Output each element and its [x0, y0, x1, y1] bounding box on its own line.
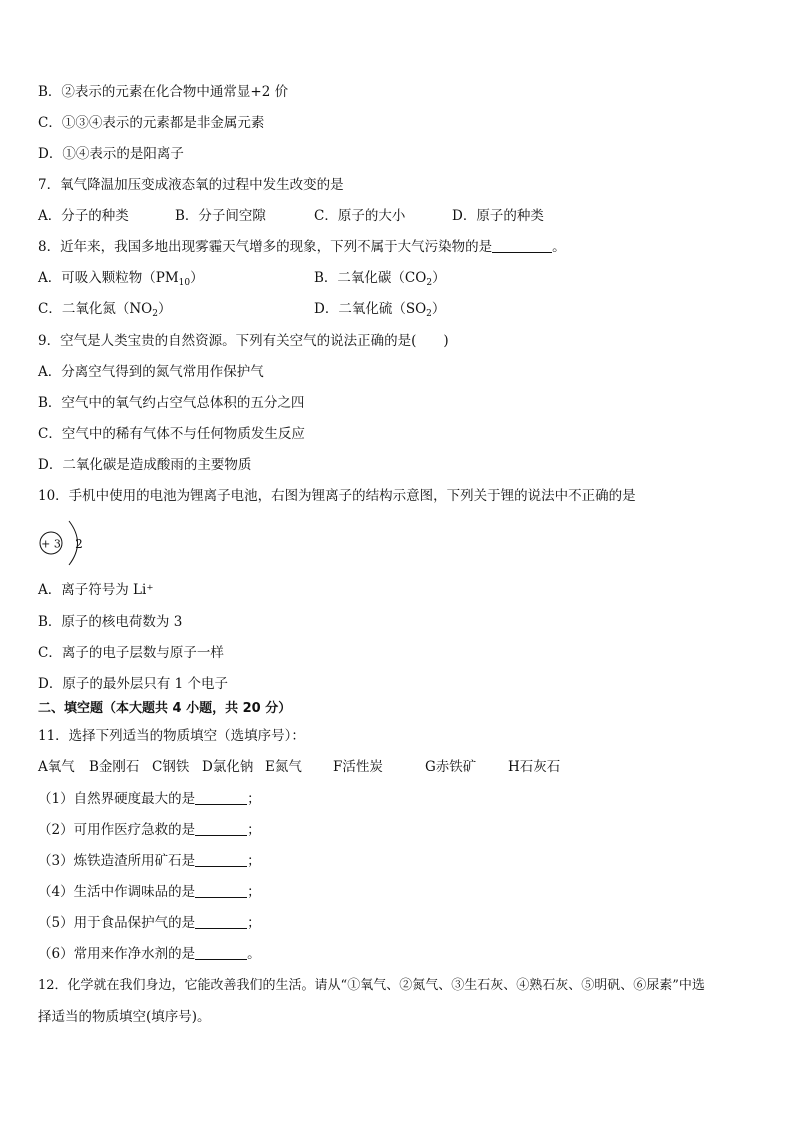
q11-item-1-blank[interactable] — [195, 791, 247, 805]
q12-stem-line1: 12．化学就在我们身边，它能改善我们的生活。请从“①氧气、②氮气、③生石灰、④熟石灰、⑤明矾、⑥尿素”中选 — [38, 978, 705, 993]
q8-answer-blank[interactable] — [492, 239, 552, 253]
q11-item-1: （1）自然界硬度最大的是 ； — [38, 791, 261, 807]
q11-item-2: （2）可用作医疗急救的是 ； — [38, 822, 261, 838]
q7-options — [38, 207, 758, 225]
q8-option-d: D．二氧化硫$(SO_2)$ — [314, 301, 446, 319]
q11-choice-h: H石灰石 — [508, 759, 561, 775]
q11-choices — [38, 758, 758, 776]
q11-choice-c: C钢铁 — [152, 759, 190, 775]
q10-option-c: C．离子的电子层数与原子一样 — [38, 645, 224, 661]
q11-item-5-blank[interactable] — [195, 915, 247, 929]
q11-item-5: （5）用于食品保护气的是 ； — [38, 915, 261, 931]
q7-option-c: C．原子的大小 — [314, 208, 406, 224]
q10-option-d: D．原子的最外层只有 1 个电子 — [38, 676, 228, 692]
q6-option-c: C．①③④表示的元素都是非金属元素 — [38, 115, 265, 131]
nucleus-charge: + 3 — [41, 537, 61, 551]
section-title-fill-in: 二、填空题（本大题共 4 小题，共 20 分） — [38, 701, 292, 716]
q11-item-6: （6）常用来作净水剂的是 。 — [38, 946, 261, 962]
q11-choice-e: E氮气 — [265, 759, 302, 775]
q10-stem: 10．手机中使用的电池为锂离子电池，右图为锂离子的结构示意图，下列关于锂的说法中不正确的是 — [38, 488, 636, 504]
q8-options-row2 — [38, 300, 758, 318]
q7-option-b: B．分子间空隙 — [175, 208, 266, 224]
q11-item-2-blank[interactable] — [195, 822, 247, 836]
q8-option-b: B．二氧化碳$(CO_2)$ — [314, 270, 446, 288]
q9-stem: 9．空气是人类宝贵的自然资源。下列有关空气的说法正确的是( ) — [38, 333, 449, 349]
q9-option-b: B．空气中的氧气约占空气总体积的五分之四 — [38, 395, 305, 411]
q10-option-b: B．原子的核电荷数为 3 — [38, 614, 183, 630]
q7-option-d: D．原子的种类 — [452, 208, 544, 224]
q6-option-b: B．②表示的元素在化合物中通常显+2 价 — [38, 84, 289, 100]
q11-item-4: （4）生活中作调味品的是 ； — [38, 884, 261, 900]
q9-option-a: A．分离空气得到的氮气常用作保护气 — [38, 364, 264, 380]
q8-stem-line — [38, 238, 566, 256]
q11-choice-g: G赤铁矿 — [425, 759, 477, 775]
shell-electron-count: 2 — [75, 537, 83, 551]
q6-option-d: D．①④表示的是阳离子 — [38, 146, 184, 162]
q11-choice-f: F活性炭 — [333, 759, 383, 775]
q11-item-6-blank[interactable] — [195, 946, 247, 960]
q8-stem-end: 。 — [552, 239, 566, 255]
q11-choice-d: D氯化钠 — [202, 759, 254, 775]
q12-stem-line2: 择适当的物质填空(填序号)。 — [38, 1009, 211, 1025]
q9-option-d: D．二氧化碳是造成酸雨的主要物质 — [38, 457, 252, 473]
q8-option-a: A．可吸入颗粒物$(PM_{10})$ — [38, 270, 204, 288]
q11-choice-b: B金刚石 — [89, 759, 140, 775]
q11-item-4-blank[interactable] — [195, 884, 247, 898]
q10-option-a: A．离子符号为 Li⁺ — [38, 582, 154, 598]
q8-option-c: C．二氧化氮$(NO_2)$ — [38, 301, 172, 319]
q11-choice-a: A氧气 — [38, 759, 75, 775]
q8-stem: 8．近年来，我国多地出现雾霾天气增多的现象，下列不属于大气污染物的是 — [38, 239, 493, 255]
lithium-ion-structure-diagram — [38, 518, 98, 570]
q11-stem: 11．选择下列适当的物质填空（选填序号）： — [38, 728, 305, 744]
q7-stem: 7．氧气降温加压变成液态氧的过程中发生改变的是 — [38, 177, 344, 193]
q9-option-c: C．空气中的稀有气体不与任何物质发生反应 — [38, 426, 305, 442]
q8-options-row1 — [38, 269, 758, 287]
q11-item-3-blank[interactable] — [195, 853, 247, 867]
q7-option-a: A．分子的种类 — [38, 208, 129, 224]
q11-item-3: （3）炼铁造渣所用矿石是 ； — [38, 853, 261, 869]
